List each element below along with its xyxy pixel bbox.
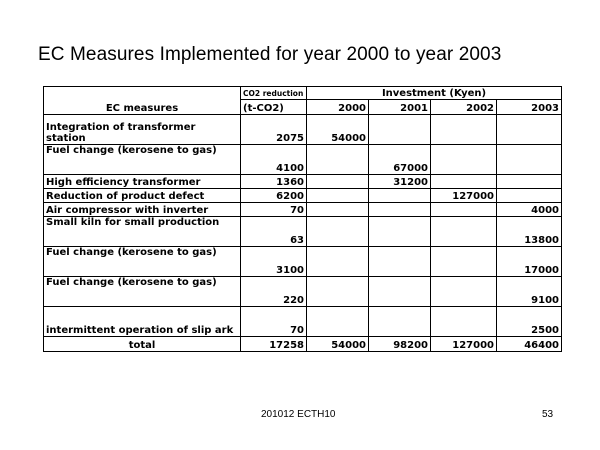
co2-reduction-header: CO2 reduction: [241, 87, 307, 100]
investment-2001: [369, 115, 431, 145]
investment-2002: [431, 307, 497, 337]
investment-2000: [307, 145, 369, 175]
investment-header: Investment (Kyen): [307, 87, 562, 100]
measure-name: Fuel change (kerosene to gas): [44, 277, 241, 307]
total-row: [44, 337, 562, 352]
co2-value: 1360: [241, 175, 307, 189]
year-2002-header: 2002: [431, 100, 497, 115]
total-label: total: [44, 337, 241, 352]
investment-2000: [307, 277, 369, 307]
co2-unit-header: (t-CO2): [241, 100, 307, 115]
measure-name: Fuel change (kerosene to gas): [44, 145, 241, 175]
investment-2000: [307, 189, 369, 203]
investment-2002: [431, 145, 497, 175]
investment-2003: [497, 145, 562, 175]
investment-2000: [307, 217, 369, 247]
table-row: [44, 175, 562, 189]
total-2002: 127000: [431, 337, 497, 352]
investment-2001: [369, 247, 431, 277]
co2-value: 4100: [241, 145, 307, 175]
investment-2002: [431, 217, 497, 247]
investment-2001: [369, 189, 431, 203]
slide-title: EC Measures Implemented for year 2000 to year 2003: [38, 44, 502, 65]
total-co2: 17258: [241, 337, 307, 352]
table-row: [44, 217, 562, 247]
header-row-1: [44, 87, 562, 100]
investment-2003: [497, 115, 562, 145]
investment-2001: [369, 203, 431, 217]
total-2001: 98200: [369, 337, 431, 352]
investment-2001: [369, 217, 431, 247]
measure-name: High efficiency transformer: [44, 175, 241, 189]
measure-name: Integration of transformer station: [44, 115, 241, 145]
table-row: [44, 115, 562, 145]
co2-value: 70: [241, 203, 307, 217]
investment-2002: [431, 203, 497, 217]
investment-2000: [307, 307, 369, 337]
measure-name: Air compressor with inverter: [44, 203, 241, 217]
investment-2003: 9100: [497, 277, 562, 307]
investment-2003: 17000: [497, 247, 562, 277]
investment-2003: 13800: [497, 217, 562, 247]
page-number: 53: [542, 409, 554, 420]
ec-measures-table: [43, 86, 562, 352]
co2-value: 70: [241, 307, 307, 337]
footer-label: 201012 ECTH10: [261, 409, 336, 420]
investment-2002: [431, 247, 497, 277]
table-row: [44, 247, 562, 277]
investment-2003: 2500: [497, 307, 562, 337]
measure-name: intermittent operation of slip ark: [44, 307, 241, 337]
investment-2000: [307, 203, 369, 217]
investment-2000: 54000: [307, 115, 369, 145]
investment-2000: [307, 247, 369, 277]
measure-name: Reduction of product defect: [44, 189, 241, 203]
investment-2001: 67000: [369, 145, 431, 175]
investment-2003: [497, 189, 562, 203]
table-row: [44, 203, 562, 217]
co2-value: 63: [241, 217, 307, 247]
co2-value: 220: [241, 277, 307, 307]
co2-value: 2075: [241, 115, 307, 145]
year-2003-header: 2003: [497, 100, 562, 115]
investment-2003: [497, 175, 562, 189]
investment-2002: 127000: [431, 189, 497, 203]
total-2003: 46400: [497, 337, 562, 352]
table-row: [44, 307, 562, 337]
investment-2002: [431, 115, 497, 145]
measure-name: Small kiln for small production: [44, 217, 241, 247]
co2-value: 6200: [241, 189, 307, 203]
investment-2002: [431, 175, 497, 189]
measures-header: EC measures: [44, 87, 241, 115]
measure-name: Fuel change (kerosene to gas): [44, 247, 241, 277]
investment-2000: [307, 175, 369, 189]
investment-2002: [431, 277, 497, 307]
table-row: [44, 145, 562, 175]
year-2000-header: 2000: [307, 100, 369, 115]
co2-value: 3100: [241, 247, 307, 277]
table-row: [44, 277, 562, 307]
table-row: [44, 189, 562, 203]
investment-2001: 31200: [369, 175, 431, 189]
investment-2001: [369, 277, 431, 307]
total-2000: 54000: [307, 337, 369, 352]
year-2001-header: 2001: [369, 100, 431, 115]
investment-2003: 4000: [497, 203, 562, 217]
investment-2001: [369, 307, 431, 337]
